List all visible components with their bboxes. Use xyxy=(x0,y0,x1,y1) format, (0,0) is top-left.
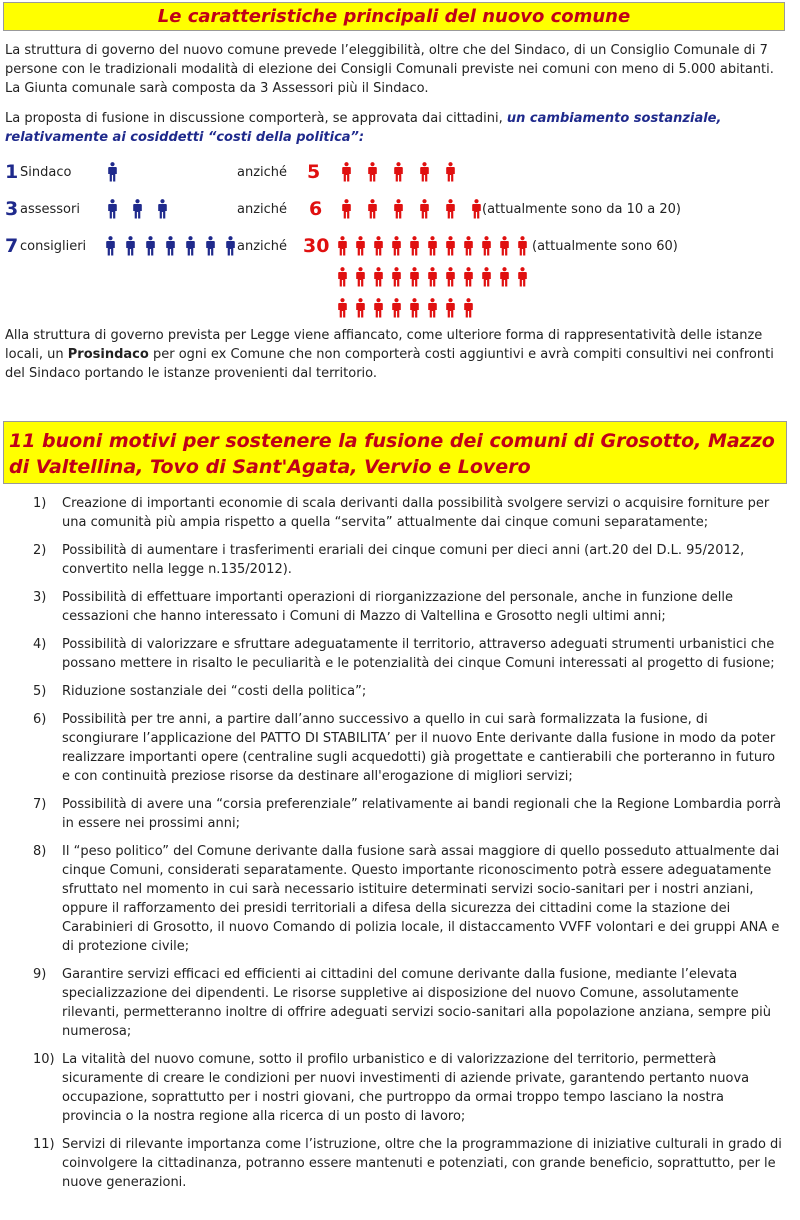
person-icon xyxy=(374,298,383,318)
person-icon xyxy=(356,267,365,287)
person-icon xyxy=(500,267,509,287)
list-item xyxy=(5,965,785,1041)
old-figures xyxy=(342,162,455,182)
item-text: Possibilità di aumentare i trasferimenti erariali dei cinque comuni per dieci anni (art.20 del D.L. 95/2012, convertito nella legge n.135/2012). xyxy=(62,543,745,577)
outro-after: per ogni ex Comune che non comporterà costi aggiuntivi e avrà compiti consultivi nei confronti del Sindaco portando le istanze provenienti dal territorio. xyxy=(5,347,774,381)
instead-label: anziché xyxy=(237,239,288,254)
section2-title: 11 buoni motivi per sostenere la fusione dei comuni di Grosotto, Mazzo di Valtellina, Tovo di Sant'Agata, Vervio e Lovero xyxy=(3,421,787,484)
person-icon xyxy=(368,162,377,182)
row-note: (attualmente sono 60) xyxy=(532,239,678,254)
row-label: assessori xyxy=(20,202,80,217)
list-item xyxy=(5,494,785,532)
person-icon xyxy=(392,267,401,287)
proposal-text: La proposta di fusione in discussione comporterà, se approvata dai cittadini, xyxy=(5,111,507,126)
item-number: 2) xyxy=(33,543,47,558)
comparison-row-consiglieri xyxy=(5,233,785,259)
item-text: Possibilità di valorizzare e sfruttare adeguatamente il territorio, attraverso adeguati strumenti urbanistici che possano mettere in risalto le peculiarità e le potenzialità dei cinque Comuni interessati al progetto di fusione; xyxy=(62,637,775,671)
item-number: 10) xyxy=(33,1052,55,1067)
person-icon xyxy=(226,236,235,256)
person-icon xyxy=(428,298,437,318)
person-icon xyxy=(392,298,401,318)
person-icon xyxy=(368,199,377,219)
person-icon xyxy=(342,199,351,219)
list-item xyxy=(5,588,785,626)
proposal-paragraph xyxy=(5,109,785,147)
person-icon xyxy=(446,298,455,318)
list-item xyxy=(5,795,785,833)
item-text: Possibilità di avere una “corsia preferenziale” relativamente ai bandi regionali che la Regione Lombardia porrà in essere nei prossimi anni; xyxy=(62,797,782,831)
person-icon xyxy=(146,236,155,256)
old-count-label: 6 xyxy=(309,198,323,220)
person-icon xyxy=(410,236,419,256)
list-item xyxy=(5,1135,785,1192)
person-icon xyxy=(446,162,455,182)
item-number: 5) xyxy=(33,684,47,699)
person-icon xyxy=(374,236,383,256)
comparison-row-assessori xyxy=(5,196,785,222)
person-icon xyxy=(420,199,429,219)
new-count-label: 7 xyxy=(5,235,19,257)
person-icon xyxy=(356,298,365,318)
item-number: 6) xyxy=(33,712,47,727)
reasons-list xyxy=(5,494,785,1201)
row-label: consiglieri xyxy=(20,239,87,254)
person-icon xyxy=(106,236,115,256)
person-icon xyxy=(482,236,491,256)
person-icon xyxy=(410,298,419,318)
person-icon xyxy=(126,236,135,256)
outro-paragraph xyxy=(5,326,785,383)
person-icon xyxy=(392,236,401,256)
person-icon xyxy=(158,199,167,219)
item-number: 7) xyxy=(33,797,47,812)
section1-title: Le caratteristiche principali del nuovo comune xyxy=(3,2,785,31)
comparison-row-sindaco xyxy=(5,159,785,185)
person-icon xyxy=(394,199,403,219)
list-item xyxy=(5,842,785,956)
intro-paragraph: La struttura di governo del nuovo comune prevede l’eleggibilità, oltre che del Sindaco, di un Consiglio Comunale di 7 persone con le tradizionali modalità di elezione dei Consigli Comunali previste nei comuni con meno di 5.000 abitanti. La Giunta comunale sarà composta da 3 Assessori più il Sindaco. xyxy=(5,43,774,96)
item-text: La vitalità del nuovo comune, sotto il profilo urbanistico e di valorizzazione del territorio, permetterà sicuramente di creare le condizioni per nuovi investimenti di aziende private, garantendo pertanto nuova occupazione, soprattutto per i nostri giovani, che purtroppo da ormai troppo tempo lasciano la nostra provincia o la nostra regione alla ricerca di un posto di lavoro; xyxy=(62,1052,750,1124)
person-icon xyxy=(356,236,365,256)
old-count-label: 30 xyxy=(303,235,330,257)
row-note: (attualmente sono da 10 a 20) xyxy=(482,202,681,217)
old-figures xyxy=(338,236,533,318)
person-icon xyxy=(482,267,491,287)
prosindaco-term: Prosindaco xyxy=(67,347,149,362)
outro-before: Alla struttura di governo prevista per Legge viene affiancato, come ulteriore forma di rappresentatività delle istanze locali, un xyxy=(5,328,763,362)
new-figures xyxy=(106,236,235,256)
person-icon xyxy=(166,236,175,256)
new-count-label: 1 xyxy=(5,161,19,183)
person-icon xyxy=(394,162,403,182)
item-number: 8) xyxy=(33,844,47,859)
person-icon xyxy=(108,162,117,182)
person-icon xyxy=(410,267,419,287)
person-icon xyxy=(338,236,347,256)
old-figures xyxy=(342,199,481,219)
list-item xyxy=(5,541,785,579)
item-text: Riduzione sostanziale dei “costi della politica”; xyxy=(62,684,367,699)
item-text: Possibilità di effettuare importanti operazioni di riorganizzazione del personale, anche in funzione delle cessazioni che hanno interessato i Comuni di Mazzo di Valtellina e Grosotto negli ultimi anni; xyxy=(62,590,734,624)
person-icon xyxy=(338,267,347,287)
person-icon xyxy=(133,199,142,219)
person-icon xyxy=(342,162,351,182)
person-icon xyxy=(428,267,437,287)
person-icon xyxy=(464,267,473,287)
person-icon xyxy=(464,298,473,318)
item-number: 11) xyxy=(33,1137,55,1152)
new-figures xyxy=(108,199,167,219)
list-item xyxy=(5,710,785,786)
item-text: Il “peso politico” del Comune derivante dalla fusione sarà assai maggiore di quello posseduto attualmente dai cinque Comuni, considerati separatamente. Questo importante riconoscimento potrà essere adeguatamente sfruttato nel momento in cui sarà necessario istituire determinati servizi socio-sanitari per i nostri anziani, oppure il rafforzamento dei presidi territoriali a difesa della sicurezza dei cittadini come la stazione dei Carabinieri di Grosotto, il nuovo Comando di polizia locale, il distaccamento VVFF volontari e dei gruppi ANA e di protezione civile; xyxy=(62,844,780,954)
person-icon xyxy=(500,236,509,256)
item-text: Possibilità per tre anni, a partire dall’anno successivo a quello in cui sarà formalizzata la fusione, di scongiurare l’applicazione del PATTO DI STABILITA’ per il nuovo Ente derivante dalla fusione in modo da poter realizzare importanti opere (centraline sugli acquedotti) già progettate e cantierabili che porteranno in futuro e con continuità preziose risorse da destinare all'erogazione di migliori servizi; xyxy=(62,712,776,784)
person-icon xyxy=(420,162,429,182)
list-item xyxy=(5,635,785,673)
person-icon xyxy=(446,199,455,219)
item-number: 4) xyxy=(33,637,47,652)
old-count-label: 5 xyxy=(307,161,321,183)
instead-label: anziché xyxy=(237,202,288,217)
person-icon xyxy=(518,236,527,256)
list-item xyxy=(5,682,785,701)
person-icon xyxy=(428,236,437,256)
person-icon xyxy=(374,267,383,287)
new-figures xyxy=(108,162,117,182)
item-number: 3) xyxy=(33,590,47,605)
person-icon xyxy=(338,298,347,318)
item-text: Servizi di rilevante importanza come l’istruzione, oltre che la programmazione di iniziative culturali in grado di coinvolgere la cittadinanza, potranno essere mantenuti e potenziati, con grande beneficio, soprattutto, per le nuove generazioni. xyxy=(62,1137,782,1190)
item-text: Garantire servizi efficaci ed efficienti ai cittadini del comune derivante dalla fusione, mediante l’elevata specializzazione dei dipendenti. Le risorse suppletive ai disposizione del nuovo Comune, assolutamente rilevanti, permetteranno inoltre di offrire adeguati servizi socio-sanitari alla popolazione anziana, sempre più numerosa; xyxy=(62,967,772,1039)
person-icon xyxy=(446,267,455,287)
person-icon xyxy=(186,236,195,256)
person-icon xyxy=(464,236,473,256)
item-text: Creazione di importanti economie di scala derivanti dalla possibilità svolgere servizi o acquisire forniture per una comunità più ampia rispetto a quella “servita” attualmente dai cinque comuni separatamente; xyxy=(62,496,770,530)
person-icon xyxy=(206,236,215,256)
new-count-label: 3 xyxy=(5,198,19,220)
person-icon xyxy=(518,267,527,287)
item-number: 1) xyxy=(33,496,47,511)
person-icon xyxy=(446,236,455,256)
row-label: Sindaco xyxy=(20,165,72,180)
person-icon xyxy=(108,199,117,219)
list-item xyxy=(5,1050,785,1126)
person-icon xyxy=(472,199,481,219)
item-number: 9) xyxy=(33,967,47,982)
proposal-highlight: un cambiamento sostanziale, relativamente ai cosiddetti “costi della politica”: xyxy=(5,111,722,145)
instead-label: anziché xyxy=(237,165,288,180)
